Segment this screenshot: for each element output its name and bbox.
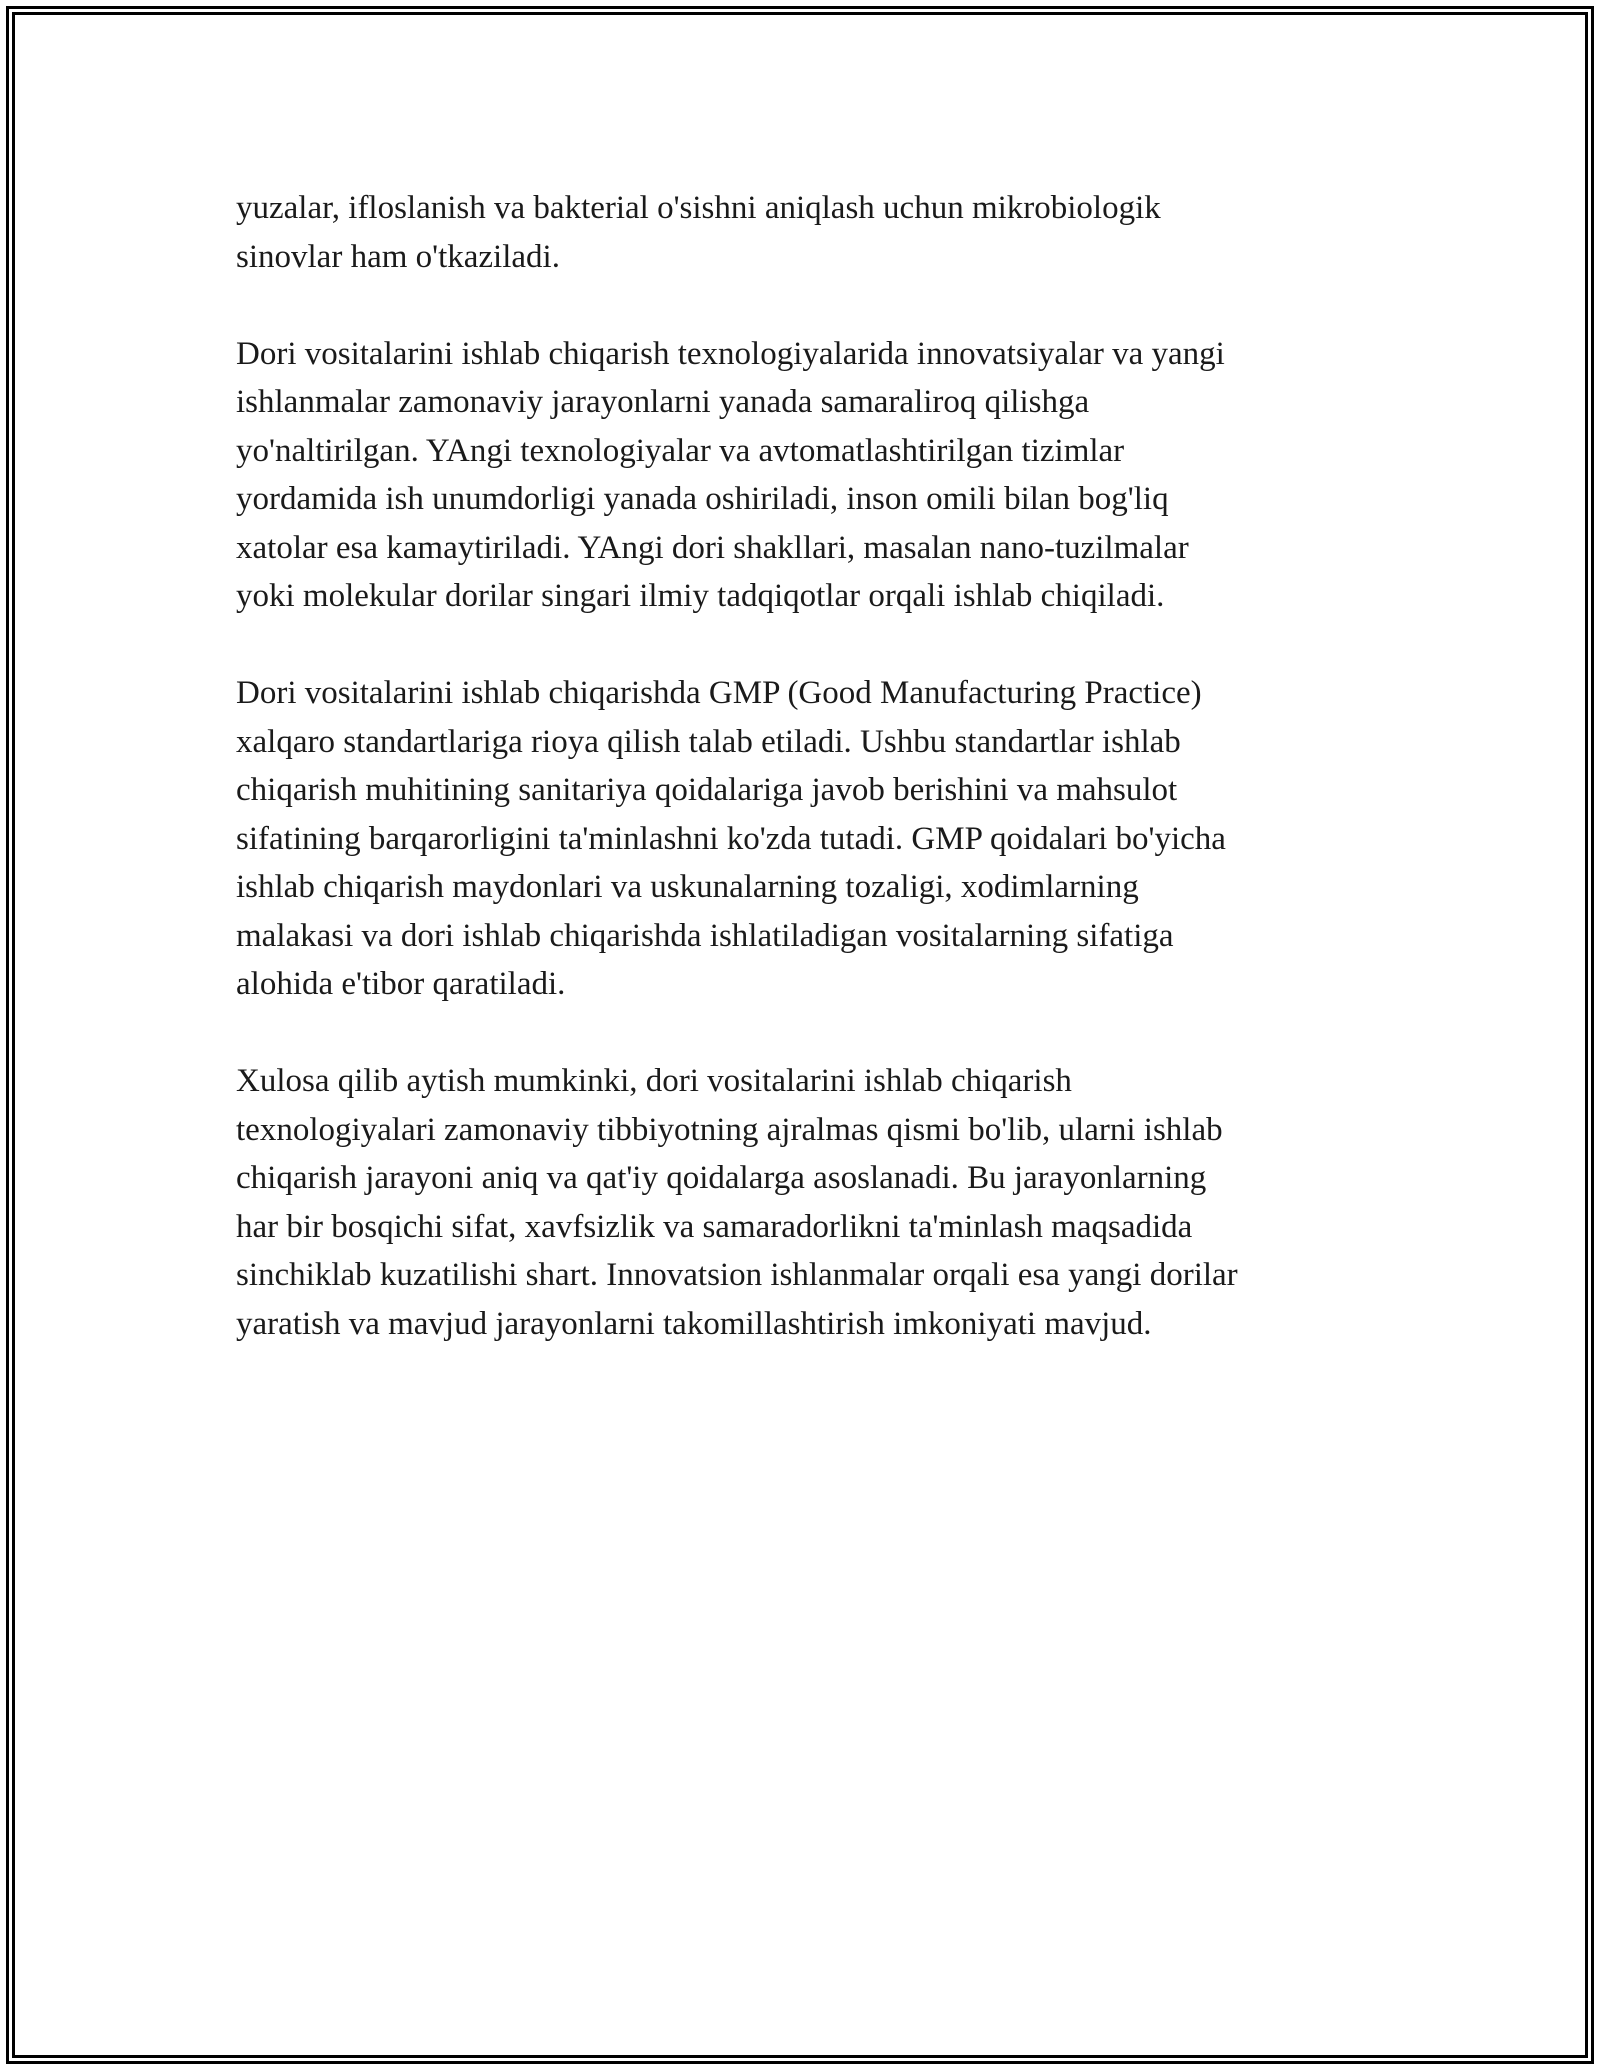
text-line: xatolar esa kamaytiriladi. YAngi dori shakllari, masalan nano-tuzilmalar — [236, 529, 1189, 566]
paragraph — [236, 669, 1366, 1009]
document-body — [236, 184, 1366, 1397]
text-line: sifatining barqarorligini ta'minlashni ko'zda tutadi. GMP qoidalari bo'yicha — [236, 820, 1226, 857]
text-line: Dori vositalarini ishlab chiqarish texnologiyalarida innovatsiyalar va yangi — [236, 335, 1225, 372]
text-line: chiqarish muhitining sanitariya qoidalariga javob berishini va mahsulot — [236, 772, 1178, 808]
text-line: xalqaro standartlariga rioya qilish talab etiladi. Ushbu standartlar ishlab — [236, 723, 1181, 760]
text-line: Dori vositalarini ishlab chiqarishda GMP (Good Manufacturing Practice) — [236, 675, 1202, 711]
text-line: har bir bosqichi sifat, xavfsizlik va samaradorlikni ta'minlash maqsadida — [236, 1208, 1193, 1245]
text-line: yordamida ish unumdorligi yanada oshiriladi, inson omili bilan bog'liq — [236, 481, 1169, 517]
paragraph — [236, 330, 1366, 621]
text-line: chiqarish jarayoni aniq va qat'iy qoidalarga asoslanadi. Bu jarayonlarning — [236, 1160, 1207, 1196]
text-line: texnologiyalari zamonaviy tibbiyotning ajralmas qismi bo'lib, ularni ishlab — [236, 1111, 1223, 1148]
text-line: sinchiklab kuzatilishi shart. Innovatsion ishlanmalar orqali esa yangi dorilar — [236, 1257, 1238, 1293]
paragraph — [236, 184, 1366, 281]
text-line: ishlab chiqarish maydonlari va uskunalarning tozaligi, xodimlarning — [236, 869, 1139, 905]
text-line: ishlanmalar zamonaviy jarayonlarni yanada samaraliroq qilishga — [236, 384, 1090, 420]
text-line: alohida e'tibor qaratiladi. — [236, 966, 566, 1002]
paragraph — [236, 1057, 1366, 1348]
text-line: Xulosa qilib aytish mumkinki, dori vositalarini ishlab chiqarish — [236, 1063, 1072, 1099]
text-line: yoki molekular dorilar singari ilmiy tadqiqotlar orqali ishlab chiqiladi. — [236, 578, 1165, 614]
text-line: malakasi va dori ishlab chiqarishda ishlatiladigan vositalarning sifatiga — [236, 917, 1174, 954]
text-line: yo'naltirilgan. YAngi texnologiyalar va avtomatlashtirilgan tizimlar — [236, 432, 1125, 469]
text-line: yuzalar, ifloslanish va bakterial o'sishni aniqlash uchun mikrobiologik — [236, 190, 1161, 226]
text-line: yaratish va mavjud jarayonlarni takomillashtirish imkoniyati mavjud. — [236, 1305, 1152, 1342]
text-line: sinovlar ham o'tkaziladi. — [236, 238, 560, 275]
